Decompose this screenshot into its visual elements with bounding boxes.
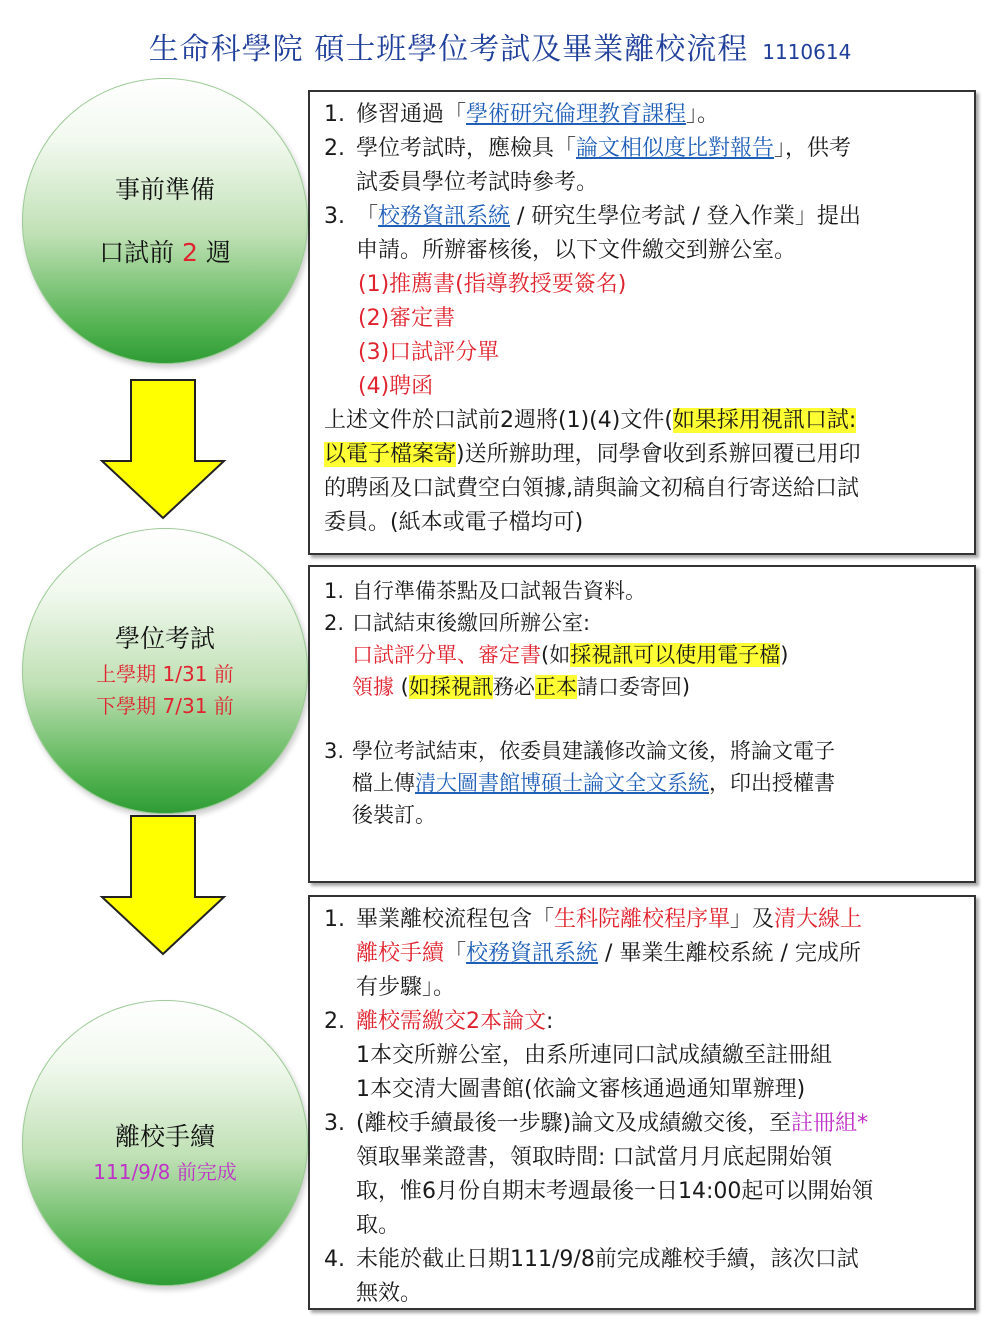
stage-term-1: 上學期 1/31 前 (96, 661, 234, 686)
item-text: 取。 (356, 1213, 401, 1238)
exam-box (308, 565, 976, 883)
stage-time-prefix: 口試前 (99, 238, 183, 267)
item-text: (離校手續最後一步驟)論文及成績繳交後，至 (356, 1111, 792, 1136)
item-text: 」及 (730, 907, 775, 932)
item-number: 2. (324, 611, 345, 635)
item-text: ) (780, 643, 789, 667)
item-number: 4. (324, 1247, 345, 1272)
item-text: 檔上傳 (352, 771, 415, 795)
list-item (324, 1107, 964, 1243)
list-item (324, 200, 964, 268)
red-text: 生科院離校程序單 (554, 907, 731, 932)
item-text: 學位考試時，應檢具「 (356, 136, 577, 161)
instruction-paragraph (324, 404, 964, 540)
item-text: 「 (356, 204, 379, 229)
page-title (0, 24, 1000, 68)
receipt-line (324, 671, 964, 703)
stage-term-2: 下學期 7/31 前 (96, 693, 234, 718)
para-text: 委員。(紙本或電子檔均可) (324, 510, 584, 535)
red-text: 離校需繳交2本論文 (356, 1009, 546, 1034)
list-item (324, 132, 964, 200)
list-item (324, 607, 964, 639)
similarity-report-link[interactable]: 論文相似度比對報告 (576, 136, 775, 161)
item-text: ( (394, 675, 409, 699)
item-text: / 畢業生離校系統 / 完成所 (598, 941, 861, 966)
item-text: 後裝訂。 (352, 803, 436, 827)
item-number: 1. (324, 579, 345, 603)
item-number: 3. (324, 204, 345, 229)
return-docs-line (324, 639, 964, 671)
doc-item: (2)審定書 (358, 306, 456, 331)
item-text: 務必 (492, 675, 535, 699)
stage-time-number: 2 (182, 238, 198, 267)
highlight-text: 如果採用視訊口試: (672, 408, 857, 433)
list-item (324, 98, 964, 132)
stage-label: 事前準備 (114, 174, 215, 204)
item-number: 1. (324, 907, 345, 932)
item-text: 無效。 (356, 1281, 423, 1306)
stage-time (99, 234, 231, 272)
item-text: 1本交清大圖書館(依論文審核通過通知單辦理) (356, 1077, 806, 1102)
item-number: 3. (324, 1111, 345, 1136)
para-text: )送所辦助理，同學會收到系辦回覆已用印 (456, 442, 861, 467)
item-text: 」，供考 (774, 136, 852, 161)
stage-deadline: 111/9/8 前完成 (93, 1159, 237, 1184)
item-number: 3. (324, 739, 345, 763)
leaving-box (308, 895, 976, 1310)
item-text: / 研究生學位考試 / 登入作業」提出 (510, 204, 861, 229)
item-text: 領取畢業證書，領取時間: 口試當月月底起開始領 (356, 1145, 833, 1170)
list-item (324, 1243, 964, 1311)
item-text: 有步驟」。 (356, 975, 456, 1000)
item-text: 請口委寄回) (576, 675, 691, 699)
item-text: (如 (541, 643, 571, 667)
doc-item: (4)聘函 (358, 374, 434, 399)
stage-time-suffix: 週 (197, 238, 231, 267)
item-text: 」。 (686, 102, 720, 127)
list-item (324, 735, 964, 831)
item-text: 自行準備茶點及口試報告資料。 (352, 579, 646, 603)
highlight-text: 以電子檔案寄 (324, 442, 457, 467)
item-number: 2. (324, 1009, 345, 1034)
thesis-system-link[interactable]: 清大圖書館博碩士論文全文系統 (415, 771, 709, 795)
school-info-system-link[interactable]: 校務資訊系統 (378, 204, 511, 229)
ethics-course-link[interactable]: 學術研究倫理教育課程 (466, 102, 687, 127)
item-number: 2. (324, 136, 345, 161)
registry-text: 註冊組* (791, 1111, 869, 1136)
list-item (324, 903, 964, 1005)
item-text: 取，惟6月份自期末考週最後一日14:00起可以開始領 (356, 1179, 874, 1204)
stage-circle-exam (22, 528, 308, 814)
red-text: 領據 (352, 675, 394, 699)
para-text: 上述文件於口試前2週將(1)(4)文件( (324, 408, 673, 433)
stage-label: 學位考試 (114, 624, 215, 654)
title-text: 生命科學院 碩士班學位考試及畢業離校流程 (148, 32, 749, 67)
list-item (324, 575, 964, 607)
doc-item: (3)口試評分單 (358, 340, 500, 365)
item-number: 1. (324, 102, 345, 127)
item-text: 學位考試結束，依委員建議修改論文後，將論文電子 (352, 739, 835, 763)
item-text: 試委員學位考試時參考。 (356, 170, 599, 195)
item-text: 修習通過「 (356, 102, 467, 127)
doc-item: (1)推薦書(指導教授要簽名) (358, 272, 627, 297)
item-text: 口試結束後繳回所辦公室: (352, 611, 591, 635)
item-text: 畢業離校流程包含「 (356, 907, 555, 932)
highlight-text: 如採視訊 (408, 675, 493, 699)
stage-circle-leaving (22, 1000, 308, 1286)
stage-label: 離校手續 (114, 1122, 215, 1152)
para-text: 的聘函及口試費空白領據,請與論文初稿自行寄送給口試 (324, 476, 859, 501)
red-text: 離校手續 (356, 941, 445, 966)
stage-circle-preparation (22, 78, 308, 364)
school-info-system-link[interactable]: 校務資訊系統 (466, 941, 599, 966)
item-text: 申請。所辦審核後，以下文件繳交到辦公室。 (356, 238, 797, 263)
item-text: : (546, 1009, 554, 1034)
item-text: 未能於截止日期111/9/8前完成離校手續，該次口試 (356, 1247, 859, 1272)
highlight-text: 正本 (534, 675, 577, 699)
down-arrow-icon (96, 814, 236, 959)
down-arrow-icon (96, 378, 236, 523)
required-docs (324, 268, 964, 404)
preparation-box (308, 90, 976, 555)
item-text: ，印出授權書 (709, 771, 835, 795)
red-text: 口試評分單、審定書 (352, 643, 541, 667)
item-text: 1本交所辦公室，由系所連同口試成績繳至註冊組 (356, 1043, 832, 1068)
highlight-text: 採視訊可以使用電子檔 (570, 643, 781, 667)
red-text: 清大線上 (774, 907, 863, 932)
list-item (324, 1005, 964, 1107)
title-code: 1110614 (762, 40, 852, 64)
item-text: 「 (444, 941, 467, 966)
